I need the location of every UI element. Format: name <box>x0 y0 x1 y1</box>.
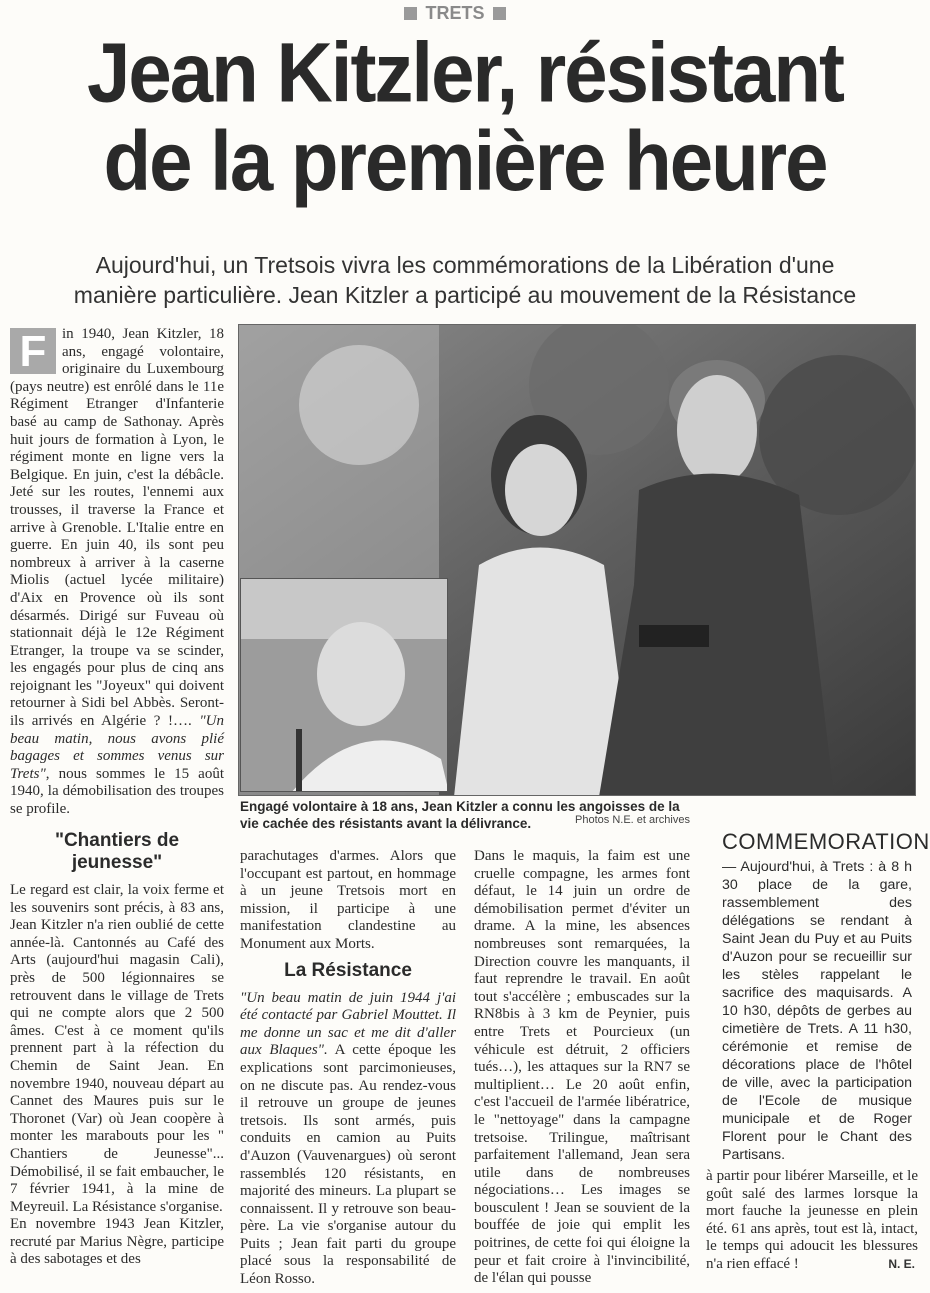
drop-cap: F <box>10 328 56 374</box>
column-1-paragraph-2: Le regard est clair, la voix ferme et les souvenirs sont précis, à 83 ans, Jean Kitzler n'a rien oublié de cette année-là. Cantonnés au Café des Arts (aujourd'hui magasin Cali), près de 500 légionnaires se retrouvent dans le village de Trets qui ne compte alors que 2 500 âmes. C'est à ce moment qu'ils prennent part à la réfection du Chemin de Saint Jean. En novembre 1940, nouveau départ au Cannet des Maures puis sur le Thoronet (Var) où Jean coopère à monter les marabouts pour les " Chantiers de Jeunesse"... Démobilisé, il se fait embaucher, le 7 février 1941, à la mine de Meyreuil. La Résistance s'organise. <box>10 882 224 1215</box>
commemoration-text: — Aujourd'hui, à Trets : à 8 h 30 place de la gare, rassemblement des délégations se rendant à Saint Jean du Puy et au Puits d'Auzon pour se recueillir sur les stèles rappelant le sacrifice des maquisards. A 10 h30, dépôts de gerbes au cimetière de Trets. A 11 h30, cérémonie et remise de décorations place de l'hôtel de ville, avec la participation de l'Ecole de musique municipale et de Roger Florent pour le Chant des Partisans. <box>722 859 912 1163</box>
subhead-resistance: La Résistance <box>284 959 412 981</box>
subhead-chantiers: "Chantiers de jeunesse" <box>54 830 180 873</box>
column-3-text: Dans le maquis, la faim est une cruelle compagne, les armes font défaut, le 14 juin un ordre de démobilisation permet d'éviter un drame. A la mine, les absences nombreuses sont remarquées, la Direction couvre les manquants, il faut reprendre le travail. En août tout s'accélère ; embuscades sur la RN8bis à 3 km de Peynier, puis entre Trets et Pourcieux (un véhicule est détruit, 2 officiers tués…), les attaques sur la RN7 se multiplient… Le 20 août enfin, c'est l'accueil de l'armée libératrice, le "nettoyage" dans la campagne tretsoise. Trilingue, maîtrisant parfaitement l'allemand, Jean sera utile dans de nombreuses négociations… Les images se bousculent ! Jean se souvient de la bouffée de joie qui emplit les poitrines, de cette foi qui éloigne la peur et fait croire à l'invincibilité, de l'élan qui pousse <box>474 848 690 1287</box>
column-1-paragraph-3: En novembre 1943 Jean Kitzler, recruté par Marius Nègre, participe à des sabotages et des <box>10 1216 224 1268</box>
column-2-paragraph-1: parachutages d'armes. Alors que l'occupant est partout, en hommage à un jeune Tretsois mort en mission, il participe à une manifestation clandestine au Monument aux Morts. <box>240 848 456 952</box>
author-initials: N. E. <box>888 1257 915 1271</box>
inset-photo <box>240 578 448 792</box>
article-headline <box>10 24 920 209</box>
column-1-text: in 1940, Jean Kitzler, 18 ans, engagé volontaire, originaire du Luxembourg (pays neutre) est enrôlé dans le 11e Régiment Etranger d'Infanterie basé au camp de Sathonay. Après huit jours de formation à Lyon, le régiment monte en ligne vers la Belgique. En juin, c'est la débâcle. Jeté sur les routes, l'ennemi aux trousses, il traverse la France et arrive à Grenoble. L'Italie entre en guerre. En juin 40, ils sont peu nombreux à arriver à la caserne Miolis (actuel lycée militaire) d'Aix en Provence où ils sont désarmés. Dirigé sur Fuveau où stationnait déjà le 12e Régiment Etranger, la troupe va se scinder, les engagés pour plus de cinq ans rejoignant les "Joyeux" qui doivent retourner à Sidi bel Abbès. Seront-ils arrivés en Algérie ? !…. <box>10 326 224 730</box>
column-4-text: à partir pour libérer Marseille, et le goût salé des larmes lorsque la mort fauche la jeunesse en plein été. 61 ans après, tout est là, intact, le temps qui adoucit les blessures n'a rien effacé ! <box>706 1168 918 1272</box>
headline-line-1: Jean Kitzler, résistant <box>86 24 843 120</box>
column-1-quote: "Un beau matin, nous avons plié bagages et sommes venus sur Trets" <box>10 713 224 782</box>
standfirst <box>20 250 910 310</box>
column-1 <box>10 326 224 819</box>
kicker-square-left <box>404 7 417 20</box>
portrait-photo-elderly-man <box>241 579 448 792</box>
column-3 <box>474 848 690 1288</box>
standfirst-line-2: manière particulière. Jean Kitzler a participé au mouvement de la Résistance <box>73 282 857 308</box>
photo-caption: Engagé volontaire à 18 ans, Jean Kitzler a connu les angoisses de la vie cachée des résistants avant la délivrance. <box>240 799 680 831</box>
column-1-text-end: , nous sommes le 15 août 1940, la démobilisation des troupes se profile. <box>10 765 224 818</box>
column-2-quote: "Un beau matin de juin 1944 j'ai été contacté par Gabriel Mouttet. Il me donne un sac et me dit d'aller aux Blaques". <box>240 989 456 1059</box>
kicker-square-right <box>493 7 506 20</box>
standfirst-line-1: Aujourd'hui, un Tretsois vivra les commémorations de la Libération d'une <box>95 252 835 278</box>
kicker-label: TRETS <box>425 2 485 23</box>
commemoration-title: COMMEMORATION <box>722 829 930 854</box>
section-kicker <box>385 2 525 24</box>
column-2 <box>240 848 456 1289</box>
photo-credit: Photos N.E. et archives <box>575 814 690 826</box>
column-2-paragraph-2: A cette époque les explications sont parcimonieuses, on ne discute pas. Au rendez-vous il retrouve un groupe de jeunes tretsois. Ils sont armés, puis conduits en camion au Puits d'Auzon (Vauvenargues) où seront rassemblés 120 résistants, en majorité des mineurs. La plupart se connaissent. Il y retrouve son beau-père. La vie s'organise autour du Puits ; Jean fait parti du groupe placé sous la responsabilité de Léon Rosso. <box>240 1042 456 1288</box>
headline-line-2: de la première heure <box>103 113 827 209</box>
column-1-part-2 <box>10 882 224 1269</box>
